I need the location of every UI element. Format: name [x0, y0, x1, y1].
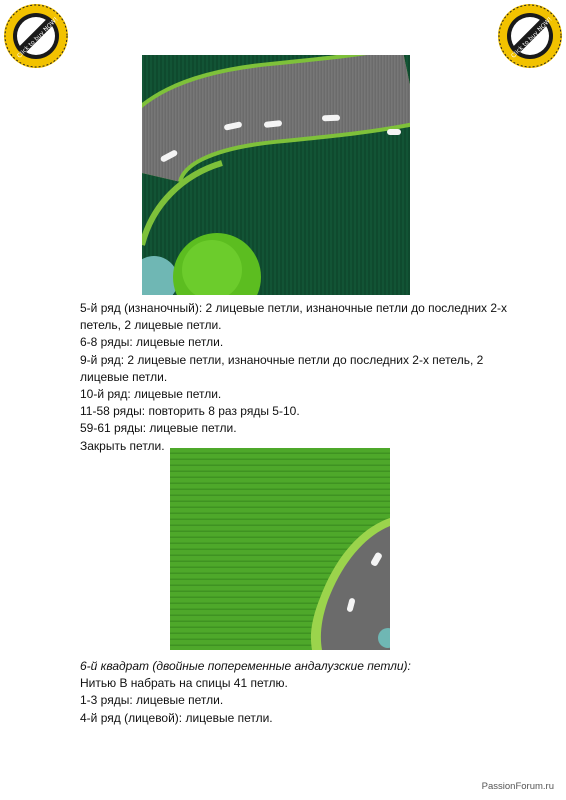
text-line: лицевые петли.	[80, 369, 168, 384]
knitted-road-photo-1	[142, 55, 410, 295]
text-line: 6-8 ряды: лицевые петли.	[80, 335, 224, 350]
text-line: 11-58 ряды: повторить 8 раз ряды 5-10.	[80, 404, 300, 419]
text-line: Закрыть петли.	[80, 438, 165, 453]
instructions-bottom	[80, 658, 530, 727]
text-line: 59-61 ряды: лицевые петли.	[80, 421, 237, 436]
knitted-square-photo-2	[170, 448, 390, 650]
pdf-xchange-badge-left[interactable]	[3, 3, 69, 69]
site-watermark: PassionForum.ru	[481, 781, 554, 792]
text-line: 9-й ряд: 2 лицевые петли, изнаночные петли до последних 2-х петель, 2	[80, 352, 484, 367]
text-line: 10-й ряд: лицевые петли.	[80, 387, 222, 402]
text-line: 5-й ряд (изнаночный): 2 лицевые петли, изнаночные петли до последних 2-х	[80, 301, 508, 315]
instructions-top	[80, 300, 530, 455]
badge-seal-icon	[497, 3, 563, 69]
text-line: 4-й ряд (лицевой): лицевые петли.	[80, 710, 273, 725]
text-line: Нитью В набрать на спицы 41 петлю.	[80, 676, 288, 691]
pdf-xchange-badge-right[interactable]	[497, 3, 563, 69]
badge-seal-icon	[3, 3, 69, 69]
svg-text:Click to buy NOW!: Click to buy NOW!	[509, 15, 554, 60]
svg-text:Click to buy NOW!: Click to buy NOW!	[15, 15, 60, 60]
text-line: 1-3 ряды: лицевые петли.	[80, 693, 224, 708]
section-heading: 6-й квадрат (двойные попеременные андалузские петли):	[80, 659, 411, 673]
text-line: петель, 2 лицевые петли.	[80, 318, 222, 333]
